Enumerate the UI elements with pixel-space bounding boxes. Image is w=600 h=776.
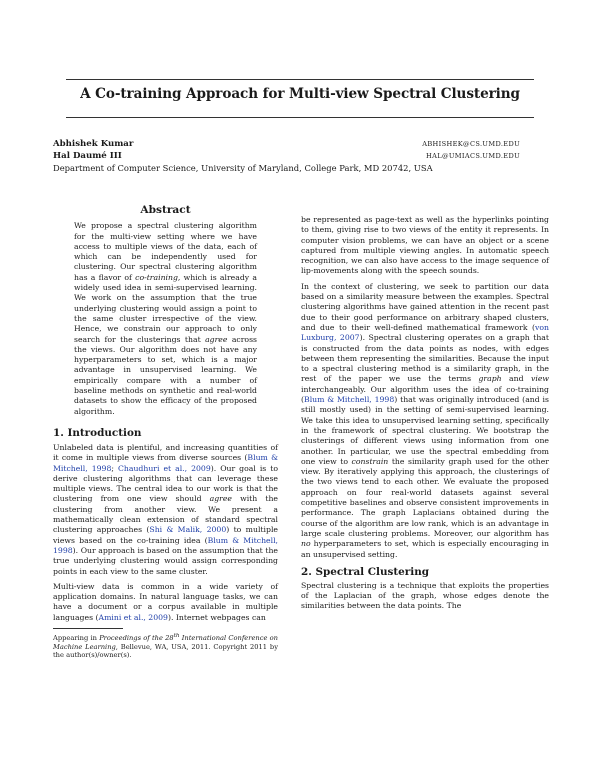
text-run: ). Our goal is to derive clustering algorithms that can leverage these multiple views. The central idea to our work is that the clustering from one view should — [53, 463, 278, 504]
text-run: the similarity graph used for the other view. By iteratively applying this approach, the clusterings of the two views tend to each other. We evaluate the proposed approach on four real-world datasets against several competitive baselines and observe consistent improvements in performance. The graph Laplacians obtained during the course of the algorithm are low rank, which is an advantage in large scale clustering problems. Moreover, our algorithm has — [301, 456, 549, 538]
text-run: ) that was originally introduced (and is still mostly used) in the setting of semi-supervised learning. We take this idea to unsupervised learning setting, specifically in the framework of spectral clustering. We bootstrap the clusterings of different views using information from one another. In particular, we use the spectral embedding from one view to — [301, 395, 549, 466]
emphasis: th — [173, 632, 180, 639]
text-run: ; — [111, 463, 118, 473]
abstract-text-part: , which is already a widely used idea in semi-supervised learning. We work on the assumption that the true underlying clustering would assign a point to the same cluster irrespective of the view. Hence, we constrain our approach to only search for the clusterings that — [74, 272, 258, 344]
author-affiliation: Department of Computer Science, University of Maryland, College Park, MD 20742, USA — [53, 163, 433, 173]
emphasis: agree — [209, 494, 232, 504]
intro-paragraph-4 — [301, 282, 549, 560]
text-run: In the context of clustering, we seek to partition our data based on a similarity measure between the examples. Spectral clustering algorithms have gained attention in the recent past due to their good performance on arbitrary shaped clusters, and due to their well-defined mathematical framework ( — [301, 281, 549, 332]
text-run: , Bellevue, WA, USA, 2011. Copyright 2011 by the author(s)/owner(s). — [53, 642, 278, 660]
paper-title: A Co-training Approach for Multi-view Spectral Clustering — [80, 86, 520, 102]
author-name-1: Abhishek Kumar — [53, 139, 134, 149]
title-top-rule — [66, 79, 534, 80]
text-run: hyperparameters to set, which is especially encouraging in an unsupervised setting. — [301, 539, 549, 559]
text-run: ). Internet webpages can — [167, 612, 266, 622]
footnote-rule — [53, 628, 123, 629]
footnote — [53, 632, 278, 660]
title-bottom-rule — [66, 117, 534, 118]
abstract-text-part: We propose a spectral clustering algorithm for the multi-view setting where we have access to multiple views of the data, each of which can be independently used for clustering. Our spectral clustering algorithm has a flavor of — [74, 221, 257, 282]
intro-paragraph-2 — [53, 582, 278, 623]
author-email-2[interactable]: HAL@UMIACS.UMD.EDU — [426, 152, 520, 160]
emphasis: view — [530, 374, 549, 384]
text-run: with the clustering from another view. We present a mathematically clean extension of standard spectral clustering approaches ( — [53, 494, 278, 535]
spectral-heading: 2. Spectral Clustering — [301, 565, 430, 578]
text-run: Unlabeled data is plentiful, and increasing quantities of it come in multiple views from diverse sources ( — [53, 442, 278, 463]
text-run: Appearing in — [53, 634, 100, 643]
abstract-text-part: across the views. Our algorithm does not have any hyperparameters to set, which is a major advantage in unsupervised learning. We empirically compare with a number of baseline methods on synthetic and real-world datasets to show the efficacy of the proposed algorithm. — [74, 334, 258, 416]
intro-paragraph-3: be represented as page-text as well as the hyperlinks pointing to them, giving rise to two views of the entity it represents. In computer vision problems, we can have an object or a scene captured from multiple viewing angles. In automatic speech recognition, we can also have access to the image sequence of lip-movements along with the speech sounds. — [301, 215, 549, 276]
citation-link[interactable]: Chaudhuri et al., 2009 — [117, 463, 211, 473]
abstract-emphasis: co-training — [135, 272, 178, 282]
citation-link[interactable]: von Luxburg, 2007 — [301, 322, 549, 343]
text-run: and — [501, 374, 531, 384]
text-run: ) to multiple views based on the co-training idea ( — [53, 525, 278, 545]
emphasis: graph — [478, 374, 502, 384]
text-run: Multi-view data is common in a wide variety of application domains. In natural language tasks, we can have a document or a corpus available in multiple languages ( — [53, 581, 278, 622]
author-email-1[interactable]: ABHISHEK@CS.UMD.EDU — [422, 140, 520, 148]
author-name-2: Hal Daumé III — [53, 151, 122, 161]
abstract-emphasis: agree — [205, 334, 228, 344]
emphasis: no — [301, 539, 311, 549]
intro-heading: 1. Introduction — [53, 426, 142, 439]
citation-link[interactable]: Amini et al., 2009 — [98, 612, 168, 622]
abstract-heading: Abstract — [140, 204, 191, 216]
citation-link[interactable]: Blum & Mitchell, 1998 — [53, 453, 278, 473]
text-run: ). Spectral clustering operates on a graph that is constructed from the data points as nodes, with edges between them representing the similarities. Because the input to a spectral clustering method is a similarity graph, in the rest of the paper we use the terms — [301, 333, 549, 384]
text-run: ). Our approach is based on the assumption that the true underlying clustering would assign corresponding points in each view to the same cluster. — [53, 545, 278, 576]
emphasis: Proceedings of the 28 — [99, 634, 174, 643]
emphasis: constrain — [351, 456, 389, 466]
citation-link[interactable]: Blum & Mitchell, 1998 — [53, 535, 279, 555]
intro-paragraph-1 — [53, 443, 278, 577]
citation-link[interactable]: Blum & Mitchell, 1998 — [304, 395, 395, 405]
emphasis: International Conference on Machine Learning — [53, 634, 278, 651]
text-run: interchangeably. Our algorithm uses the idea of co-training ( — [301, 384, 549, 405]
right-column — [301, 215, 549, 617]
citation-link[interactable]: Shi & Malik, 2000 — [149, 525, 227, 535]
spectral-paragraph-1: Spectral clustering is a technique that exploits the properties of the Laplacian of the graph, whose edges denote the similarities between the data points. The — [301, 580, 549, 611]
abstract-text — [74, 221, 257, 417]
left-column — [53, 205, 278, 660]
